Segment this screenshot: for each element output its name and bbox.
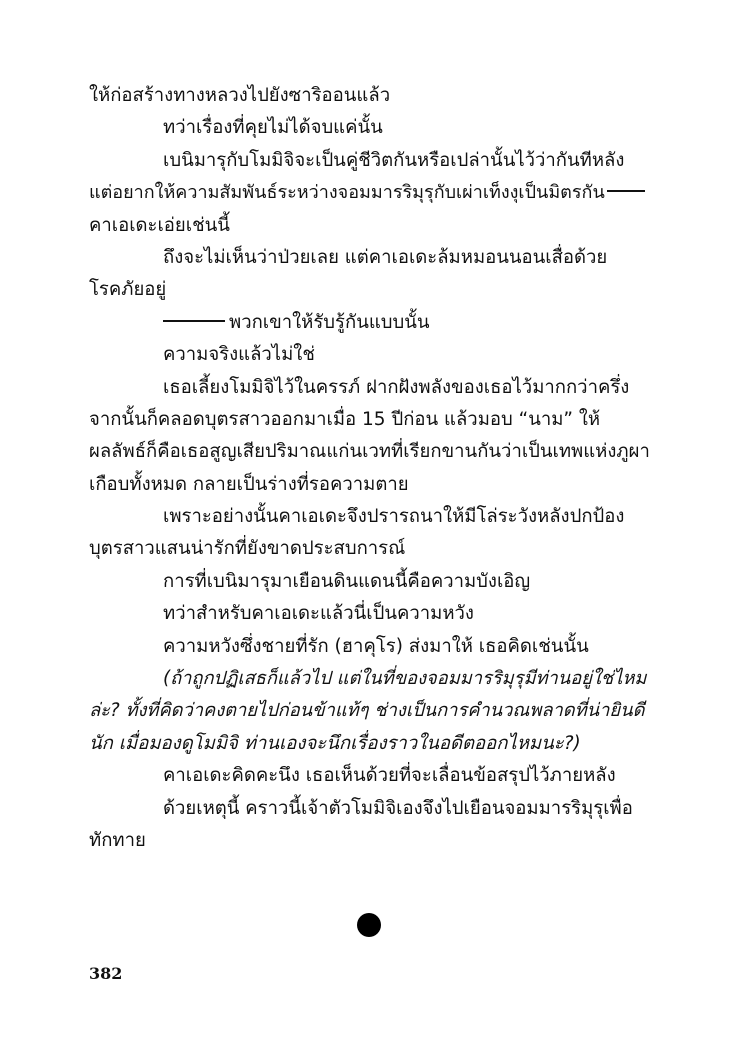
italic-text-line: ล่ะ? ทั้งที่คิดว่าคงตายไปก่อนข้าแท้ๆ ช่างเป็นการคำนวณพลาดที่น่ายินดี bbox=[89, 700, 645, 722]
text-line: โรคภัยอยู่ bbox=[89, 279, 167, 301]
text-line: ถึงจะไม่เห็นว่าป่วยเลย แต่คาเอเดะล้มหมอนนอนเสื่อด้วย bbox=[163, 246, 608, 268]
text-line: เธอเลี้ยงโมมิจิไว้ในครรภ์ ฝากฝังพลังของเธอไว้มากกว่าครึ่ง bbox=[163, 376, 630, 398]
text-line: คาเอเดะเอ่ยเช่นนี้ bbox=[89, 214, 230, 236]
text-line: ทว่าสำหรับคาเอเดะแล้วนี่เป็นความหวัง bbox=[163, 603, 474, 625]
italic-text-line: นัก เมื่อมองดูโมมิจิ ท่านเองจะนึกเรื่องราวในอดีตออกไหมนะ?) bbox=[89, 732, 581, 754]
text-line bbox=[89, 177, 650, 209]
text-line-content: แต่อยากให้ความสัมพันธ์ระหว่างจอมมารริมุรุกับเผ่าเท็งงุเป็นมิตรกัน bbox=[89, 182, 605, 204]
text-line: ให้ก่อสร้างทางหลวงไปยังซาริออนแล้ว bbox=[89, 85, 391, 106]
text-line: การที่เบนิมารุมาเยือนดินแดนนี้คือความบังเอิญ bbox=[163, 570, 531, 592]
em-dash bbox=[163, 320, 225, 322]
text-line: ด้วยเหตุนี้ คราวนี้เจ้าตัวโมมิจิเองจึงไปเยือนจอมมารริมุรุเพื่อ bbox=[163, 797, 633, 819]
em-dash bbox=[607, 190, 645, 192]
text-line: จากนั้นก็คลอดบุตรสาวออกมาเมื่อ 15 ปีก่อน แล้วมอบ “นาม” ให้ bbox=[89, 408, 601, 430]
text-line-content: พวกเขาให้รับรู้กันแบบนั้น bbox=[229, 311, 430, 333]
text-line bbox=[89, 307, 650, 339]
text-line: เกือบทั้งหมด กลายเป็นร่างที่รอความตาย bbox=[89, 473, 409, 495]
text-line: ผลลัพธ์ก็คือเธอสูญเสียปริมาณแก่นเวทที่เรียกขานกันว่าเป็นเทพแห่งภูผา bbox=[89, 441, 650, 463]
text-line: บุตรสาวแสนน่ารักที่ยังขาดประสบการณ์ bbox=[89, 538, 406, 560]
page-number: 382 bbox=[89, 964, 123, 983]
text-line: คาเอเดะคิดคะนึง เธอเห็นด้วยที่จะเลื่อนข้อสรุปไว้ภายหลัง bbox=[163, 765, 616, 787]
text-line: ทักทาย bbox=[89, 829, 146, 851]
italic-text-line: (ถ้าถูกปฏิเสธก็แล้วไป แต่ในที่ของจอมมารริมุรุมีท่านอยู่ใช่ไหม bbox=[163, 668, 647, 690]
text-line: เพราะอย่างนั้นคาเอเดะจึงปรารถนาให้มีโล่ระวังหลังปกป้อง bbox=[163, 506, 625, 528]
text-line: เบนิมารุกับโมมิจิจะเป็นคู่ชีวิตกันหรือเปล่านั้นไว้ว่ากันทีหลัง bbox=[163, 149, 625, 171]
body-text bbox=[89, 80, 650, 857]
text-line: ความหวังซึ่งชายที่รัก (ฮาคุโร) ส่งมาให้ เธอคิดเช่นนั้น bbox=[163, 635, 589, 657]
text-line: ความจริงแล้วไม่ใช่ bbox=[163, 344, 315, 366]
scene-break-dot-icon bbox=[357, 913, 381, 937]
text-line: ทว่าเรื่องที่คุยไม่ได้จบแค่นั้น bbox=[163, 117, 383, 139]
